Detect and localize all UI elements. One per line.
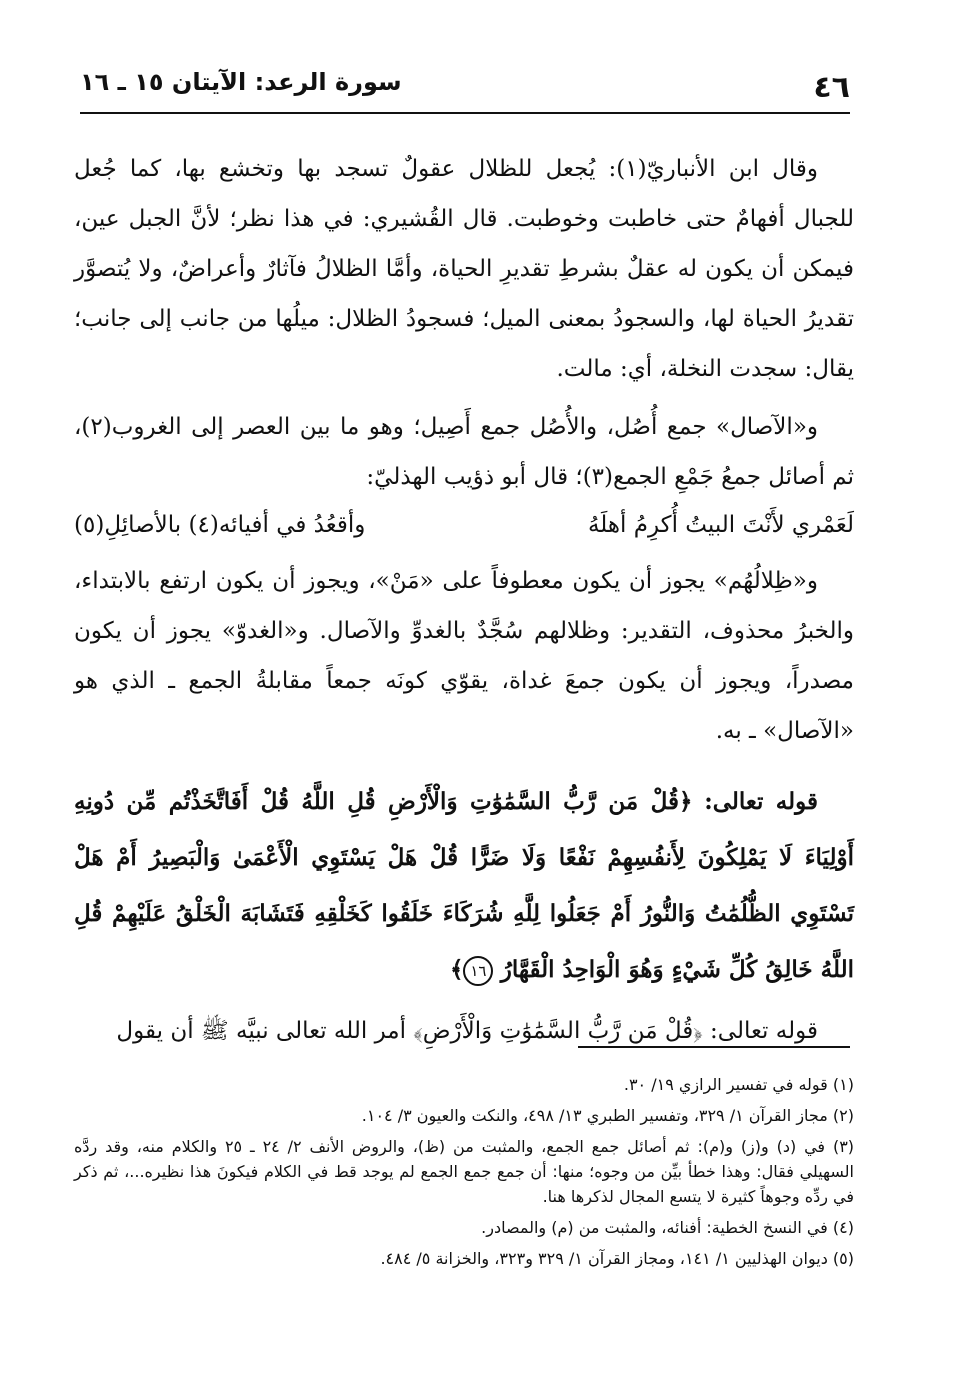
footnote-2: (٢) مجاز القرآن ١/ ٣٢٩، وتفسير الطبري ١٣/ ٤٩٨، والنكت والعيون ٣/ ١٠٤.	[361, 1106, 854, 1125]
paragraph-3: و«ظِلالُهُم» يجوز أن يكون معطوفاً على «مَنْ»، ويجوز أن يكون ارتفع بالابتداء، والخبرُ محذوف، التقدير: وظلالهم سُجَّدٌ بالغدوِّ والآصال. و«الغدوّ» يجوز أن يكون مصدراً، ويجوز أن يكون جمعَ غداة، يقوّي كونَه جمعاً مقابلةُ الجمع ـ الذي هو «الآصال» ـ به.	[74, 568, 854, 744]
running-title: سورة الرعد: الآيتان ١٥ ـ ١٦	[80, 68, 402, 96]
verse-lead: قوله تعالى:	[704, 788, 819, 815]
page-number: ٤٦	[813, 70, 850, 105]
paragraph-4: قوله تعالى: ﴿قُلْ مَن رَّبُّ السَّمَٰوَٰتِ وَالْأَرْضِ﴾ أمر الله تعالى نبيَّه ﷺ أن يقول	[116, 1018, 818, 1044]
verse-number-marker: ١٦	[463, 956, 493, 986]
page-header	[80, 64, 850, 108]
paragraph-1: وقال ابن الأنباريّ(١): يُجعل للظلال عقولٌ تسجد بها وتخشع بها، كما جُعل للجبال أفهامٌ حتى خاطبت وخوطبت. قال القُشيري: في هذا نظر؛ لأنَّ الجبل عين، فيمكن أن يكون له عقلٌ بشرطِ تقديرِ الحياة، وأمَّا الظلالُ فآثارٌ وأعراضٌ، ولا يُتصوَّر تقديرُ الحياة لها، والسجودُ بمعنى الميل؛ فسجودُ الظلال: ميلُها من جانب إلى جانب؛ يقال: سجدت النخلة، أي: مالت.	[74, 156, 854, 382]
quran-verse-block	[74, 774, 854, 998]
footnotes	[74, 1072, 854, 1277]
verse-text: ﴿قُلْ مَن رَّبُّ السَّمَٰوَٰتِ وَالْأَرْضِ قُلِ اللَّهُ قُلْ أَفَاتَّخَذْتُم مِّن دُونِهِ أَوْلِيَاءَ لَا يَمْلِكُونَ لِأَنفُسِهِمْ نَفْعًا وَلَا ضَرًّا قُلْ هَلْ يَسْتَوِي الْأَعْمَىٰ وَالْبَصِيرُ أَمْ هَلْ تَسْتَوِي الظُّلُمَٰتُ وَالنُّورُ أَمْ جَعَلُوا لِلَّهِ شُرَكَاءَ خَلَقُوا كَخَلْقِهِ فَتَشَابَهَ الْخَلْقُ عَلَيْهِمْ قُلِ اللَّهُ خَالِقُ كُلِّ شَيْءٍ وَهُوَ الْوَاحِدُ الْقَهَّارُ	[74, 788, 854, 983]
verse-close-bracket: ﴾	[449, 956, 464, 983]
footnote-5: (٥) ديوان الهذليين ١/ ١٤١، ومجاز القرآن ١/ ٣٢٩ و٣٢٣، والخزانة ٥/ ٤٨٤.	[380, 1249, 854, 1268]
footnote-4: (٤) في النسخ الخطية: أفنائه، والمثبت من (م) والمصادر.	[481, 1218, 854, 1237]
main-text	[74, 144, 854, 1056]
poem-second-hemistich: وأقعُدُ في أفيائه(٤) بالأصائِلِ(٥)	[74, 512, 366, 538]
footnote-divider	[578, 1046, 850, 1048]
poem-first-hemistich: لَعَمْري لأَنْتَ البيتُ أُكرِمُ أهلَهُ	[587, 512, 854, 538]
footnote-3: (٣) في (د) و(ز) و(م): ثم أصائل جمع الجمع، والمثبت من (ظ)، والروض الأنف ٢/ ٢٤ ـ ٢٥ والكلام منه، وقد ردَّه السهيلي فقال: وهذا خطأ بيِّن من وجوه؛ منها: أن جمع جمع الجمع لم يوجد قط في الكلام فيكونَ هذا نظيره...، ثم ذكر في ردِّه وجوهاً كثيرة لا يتسع المجال لذكرها هنا.	[74, 1137, 855, 1206]
poetry-verse	[74, 502, 854, 548]
header-divider	[80, 112, 850, 114]
footnote-1: (١) قوله في تفسير الرازي ١٩/ ٣٠.	[623, 1075, 854, 1094]
paragraph-2: و«الآصال» جمع أُصُل، والأُصُل جمع أَصِيل؛ وهو ما بين العصر إلى الغروب(٢)، ثم أصائل جمعُ جَمْعِ الجمع(٣)؛ قال أبو ذؤيب الهذليّ:	[74, 414, 854, 490]
